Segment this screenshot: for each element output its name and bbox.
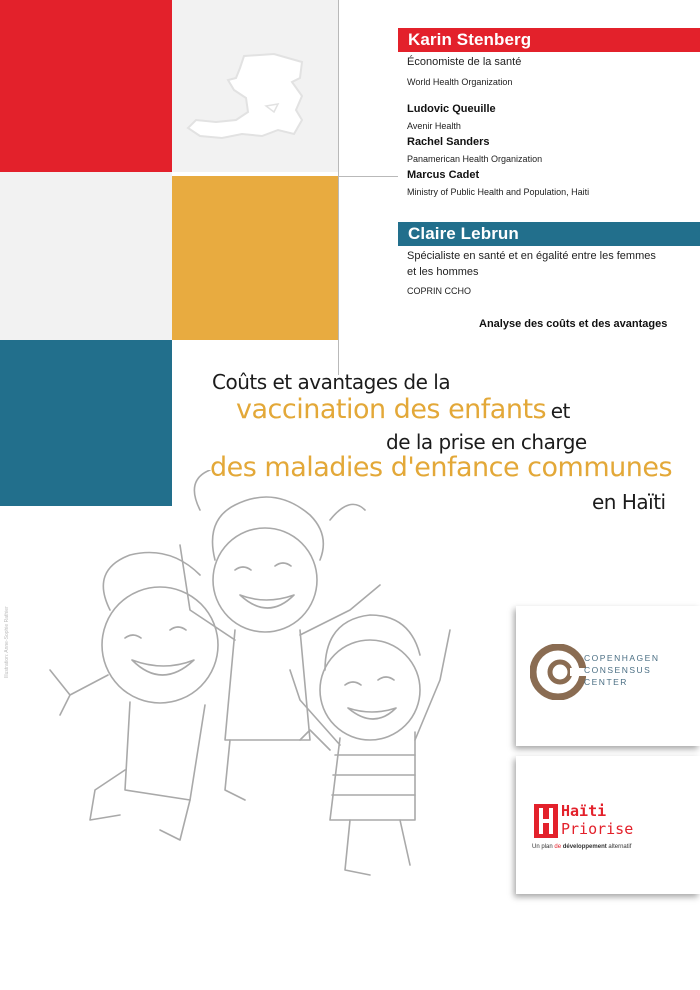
coauthor-name: Ludovic Queuille xyxy=(407,103,496,115)
haiti-priorise-logo-icon xyxy=(534,804,558,838)
title-line-5: en Haïti xyxy=(592,490,666,514)
title-line-2-after: et xyxy=(550,399,570,423)
lead-author-bar xyxy=(398,28,700,52)
copenhagen-logo-text xyxy=(584,652,659,688)
coauthor-org: Ministry of Public Health and Population, Haiti xyxy=(407,187,590,197)
lead-author-name: Karin Stenberg xyxy=(408,30,532,49)
coauthor-org: Panamerican Health Organization xyxy=(407,154,543,164)
haiti-tagline-mid: de xyxy=(554,844,562,850)
haiti-name2: Priorise xyxy=(561,820,634,838)
copenhagen-logo-icon xyxy=(530,644,586,700)
children-illustration xyxy=(30,470,490,890)
illustration-credit: Illustration: Anne-Sophie Rathier xyxy=(4,606,10,678)
reviewer-org: COPRIN CCHO xyxy=(407,286,472,296)
copenhagen-line3: CENTER xyxy=(584,677,628,687)
haiti-tagline-pre: Un plan xyxy=(532,844,553,850)
grid-line-vertical xyxy=(338,0,339,345)
title-line-3: de la prise en charge xyxy=(386,430,587,454)
reviewer-name: Claire Lebrun xyxy=(408,224,519,243)
coauthor-name: Marcus Cadet xyxy=(407,169,480,181)
coauthor-name: Rachel Sanders xyxy=(407,136,490,148)
copenhagen-line1: COPENHAGEN xyxy=(584,653,660,663)
reviewer-role-line2: et les hommes xyxy=(407,266,479,278)
haiti-tagline xyxy=(532,844,631,850)
copenhagen-logo-card xyxy=(516,606,700,746)
reviewer-bar xyxy=(398,222,700,246)
haiti-map-icon xyxy=(182,48,332,158)
title-highlight-vaccination: vaccination des enfants xyxy=(236,394,547,425)
title-line-2 xyxy=(236,394,570,425)
gold-block xyxy=(172,176,338,340)
haiti-tagline-bold: développement xyxy=(562,844,607,850)
reviewer-role-line1: Spécialiste en santé et en égalité entre les femmes xyxy=(407,250,656,262)
title-highlight-maladies: des maladies d'enfance communes xyxy=(210,452,673,483)
haiti-priorise-logo-card xyxy=(516,756,700,894)
copenhagen-line2: CONSENSUS xyxy=(584,665,652,675)
haiti-tagline-post: alternatif xyxy=(608,844,632,850)
red-block xyxy=(0,0,172,172)
lead-author-org: World Health Organization xyxy=(407,77,513,87)
section-label: Analyse des coûts et des avantages xyxy=(479,318,668,330)
title-line-1: Coûts et avantages de la xyxy=(212,370,451,394)
haiti-name1: Haïti xyxy=(561,802,607,820)
gray-block-left xyxy=(0,172,172,340)
lead-author-role: Économiste de la santé xyxy=(407,56,522,68)
coauthor-org: Avenir Health xyxy=(407,121,461,131)
grid-line-horizontal xyxy=(338,176,398,177)
